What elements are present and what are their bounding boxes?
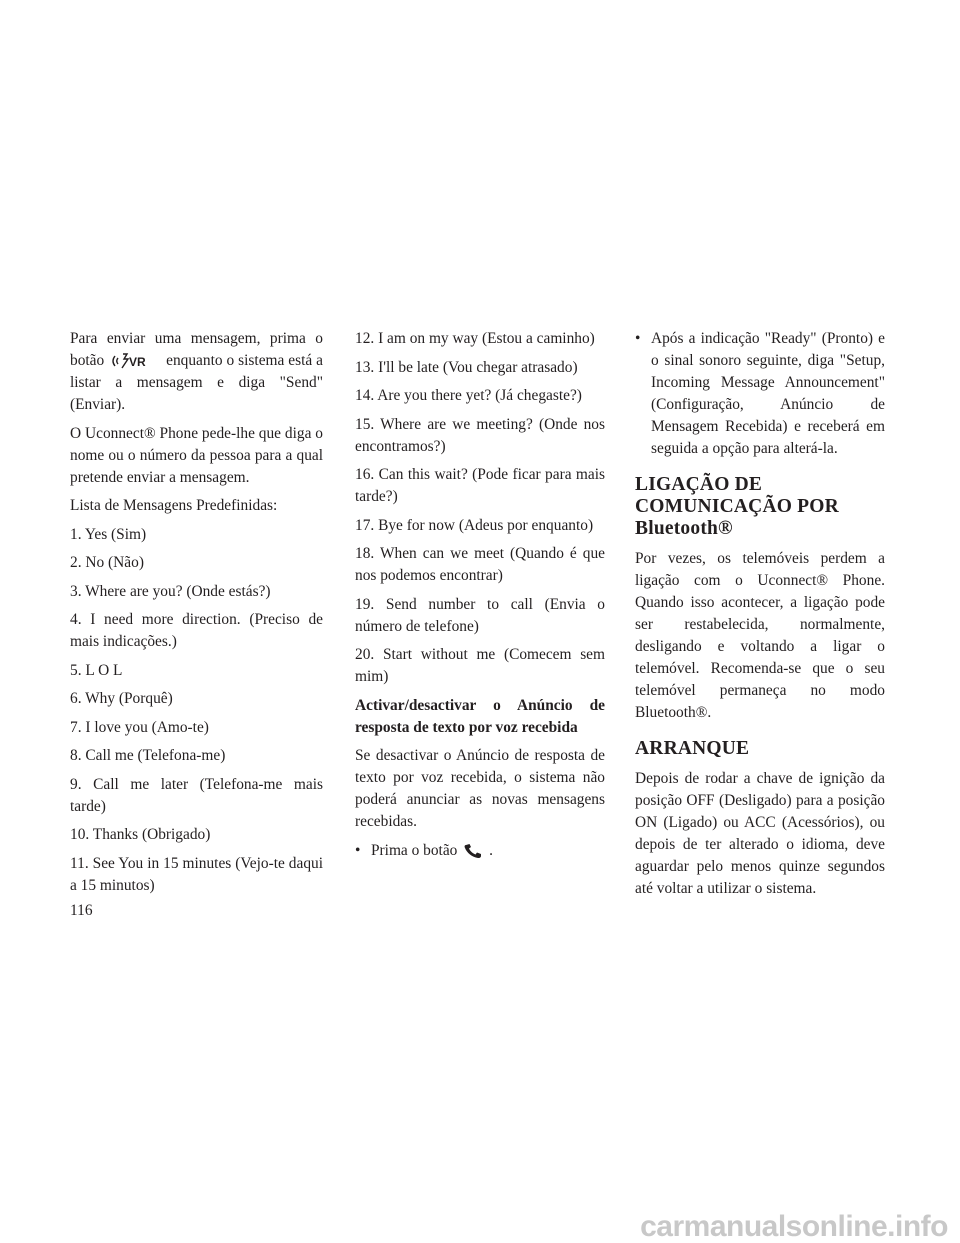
list-item: 3. Where are you? (Onde estás?) <box>70 582 271 600</box>
voice-recognition-icon <box>110 352 160 370</box>
list-item: 9. Call me later (Telefona-me mais tarde) <box>70 775 323 815</box>
watermark: carmanualsonline.info <box>640 1210 948 1243</box>
list-item: 6. Why (Porquê) <box>70 690 173 707</box>
bluetooth-heading: LIGAÇÃO DE COMUNICAÇÃO POR Bluetooth® <box>635 474 839 539</box>
list-item: 10. Thanks (Obrigado) <box>70 826 211 843</box>
list-item: 16. Can this wait? (Pode ficar para mais tarde?) <box>355 466 605 505</box>
list-item: 11. See You in 15 minutes (Vejo-te daqui a 15 minutos) <box>70 854 323 894</box>
announcement-subheading: Activar/desactivar o Anúncio de resposta de texto por voz recebida <box>355 696 605 736</box>
list-item: 4. I need more direction. (Preciso de mais indicações.) <box>70 611 323 650</box>
send-message-paragraph <box>70 328 323 416</box>
list-item: 13. I'll be late (Vou chegar atrasado) <box>355 358 578 376</box>
column-left <box>70 328 323 903</box>
send-message-text-a: Para enviar uma mensagem, prima o botão <box>70 330 323 369</box>
predefined-list-title: Lista de Mensagens Predefinidas: <box>70 497 278 514</box>
bluetooth-paragraph: Por vezes, os telemóveis perdem a ligação com o Uconnect® Phone. Quando isso acontecer, a ligação pode ser restabelecida, normalmente, desligando e voltando a ligar o telemóvel. Recomenda-se que o seu telemóvel permaneça no modo Bluetooth®. <box>635 550 885 721</box>
send-message-text-b: enquanto o sistema está a listar a mensagem e diga "Send" (Enviar). <box>70 352 323 413</box>
list-item: 15. Where are we meeting? (Onde nos encontramos?) <box>355 415 605 455</box>
press-button-text: Prima o botão <box>371 841 458 859</box>
list-item: 20. Start without me (Comecem sem mim) <box>355 646 605 685</box>
disable-announcement-paragraph: Se desactivar o Anúncio de resposta de texto por voz recebida, o sistema não poderá anunciar as novas mensagens recebidas. <box>355 747 605 830</box>
column-right <box>635 328 885 907</box>
list-item: 1. Yes (Sim) <box>70 525 147 543</box>
svg-text:VR: VR <box>129 355 146 370</box>
ready-bullet <box>635 328 885 460</box>
list-item: 2. No (Não) <box>70 554 144 571</box>
arranque-paragraph: Depois de rodar a chave de ignição da posição OFF (Desligado) para a posição ON (Ligado) ou ACC (Acessórios), ou depois de ter alterado o idioma, deve aguardar pelo menos quinze segundos até voltar a utilizar o sistema. <box>635 770 885 897</box>
list-item: 17. Bye for now (Adeus por enquanto) <box>355 516 594 534</box>
list-item: 12. I am on my way (Estou a caminho) <box>355 330 595 347</box>
list-item: 7. I love you (Amo-te) <box>70 718 209 736</box>
press-button-period: . <box>489 841 493 859</box>
list-item: 8. Call me (Telefona-me) <box>70 747 226 764</box>
press-button-bullet <box>355 840 605 862</box>
list-item: 5. L O L <box>70 661 123 679</box>
bullet-dot: • <box>635 330 641 347</box>
page-number: 116 <box>70 902 93 919</box>
phone-icon <box>463 843 483 859</box>
list-item: 14. Are you there yet? (Já chegaste?) <box>355 387 582 404</box>
list-item: 18. When can we meet (Quando é que nos podemos encontrar) <box>355 545 605 584</box>
phone-asks-paragraph: O Uconnect® Phone pede-lhe que diga o nome ou o número da pessoa para a qual pretende enviar a mensagem. <box>70 424 323 486</box>
list-item: 19. Send number to call (Envia o número de telefone) <box>355 595 605 635</box>
column-middle <box>355 328 605 868</box>
arranque-heading: ARRANQUE <box>635 738 750 759</box>
bullet-dot: • <box>355 841 361 859</box>
ready-bullet-text: Após a indicação "Ready" (Pronto) e o sinal sonoro seguinte, diga "Setup, Incoming Message Announcement" (Configuração, Anúncio de Mensagem Recebida) e receberá em seguida a opção para alterá-la. <box>651 330 885 457</box>
